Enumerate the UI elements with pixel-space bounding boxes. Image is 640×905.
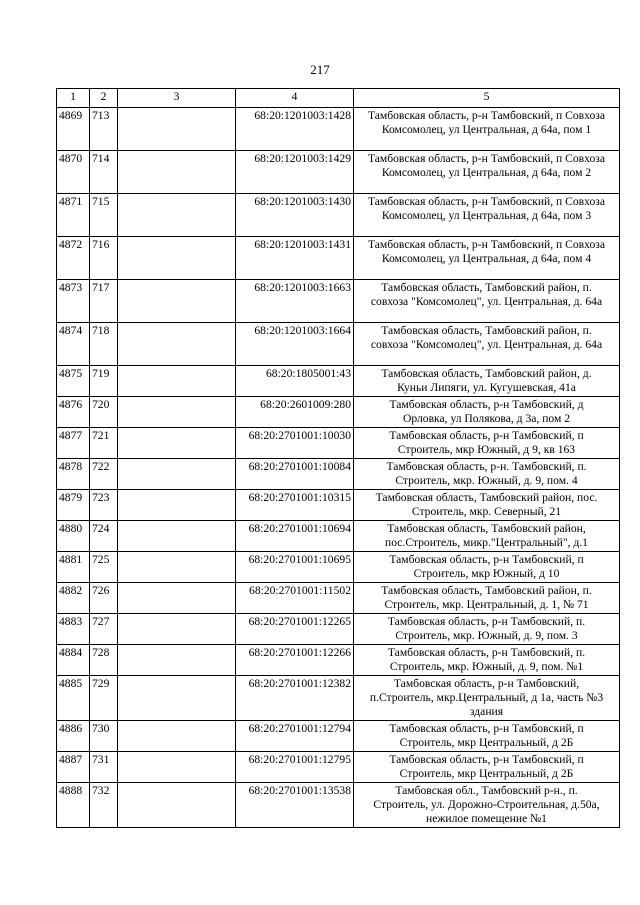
row-sequence: 717 — [90, 280, 118, 323]
address-line: Строитель, мкр. Центральный, д. 1, № 71 — [384, 598, 589, 611]
table-row — [57, 645, 620, 676]
address-line: Тамбовская область, Тамбовский район, пос. — [375, 491, 598, 504]
address-line: Строитель, мкр Южный, д 10 — [413, 567, 560, 580]
row-number: 4871 — [57, 194, 90, 237]
address-cell — [354, 428, 620, 459]
row-column-3 — [118, 151, 236, 194]
cadastral-number: 68:20:2601009:280 — [236, 397, 354, 428]
row-number: 4878 — [57, 459, 90, 490]
table-row — [57, 783, 620, 828]
address-line: Тамбовская область, р-н Тамбовский, п Совхоза — [367, 238, 606, 251]
header-row — [57, 89, 620, 108]
address-cell — [354, 366, 620, 397]
row-sequence: 723 — [90, 490, 118, 521]
row-number: 4888 — [57, 783, 90, 828]
address-line: Строитель, мкр Центральный, д 2Б — [399, 736, 574, 749]
cadastral-number: 68:20:2701001:10315 — [236, 490, 354, 521]
table-row — [57, 366, 620, 397]
row-number: 4884 — [57, 645, 90, 676]
table-row — [57, 752, 620, 783]
row-sequence: 719 — [90, 366, 118, 397]
property-registry-table — [56, 88, 620, 828]
address-line: Строитель, мкр. Южный, д. 9, пом. 4 — [395, 474, 578, 487]
cadastral-number: 68:20:2701001:13538 — [236, 783, 354, 828]
column-header-2: 2 — [90, 89, 118, 108]
cadastral-number: 68:20:2701001:10084 — [236, 459, 354, 490]
table-row — [57, 194, 620, 237]
row-number: 4872 — [57, 237, 90, 280]
column-header-4: 4 — [236, 89, 354, 108]
address-line: Комсомолец, ул Центральная, д 64а, пом 4 — [381, 252, 592, 265]
cadastral-number: 68:20:1201003:1663 — [236, 280, 354, 323]
row-number: 4873 — [57, 280, 90, 323]
cadastral-number: 68:20:2701001:12265 — [236, 614, 354, 645]
row-column-3 — [118, 366, 236, 397]
cadastral-number: 68:20:2701001:10030 — [236, 428, 354, 459]
address-line: Тамбовская область, р-н Тамбовский, п Совхоза — [367, 152, 606, 165]
address-line: Тамбовская область, Тамбовский район, п. — [381, 324, 592, 337]
address-cell — [354, 521, 620, 552]
address-cell — [354, 280, 620, 323]
cadastral-number: 68:20:1201003:1430 — [236, 194, 354, 237]
address-cell — [354, 721, 620, 752]
table-row — [57, 583, 620, 614]
row-sequence: 714 — [90, 151, 118, 194]
row-sequence: 727 — [90, 614, 118, 645]
address-cell — [354, 194, 620, 237]
table-row — [57, 237, 620, 280]
address-line: Строитель, мкр. Северный, 21 — [411, 505, 562, 518]
row-sequence: 715 — [90, 194, 118, 237]
address-line: Тамбовская область, р-н Тамбовский, п. — [387, 646, 586, 659]
row-column-3 — [118, 237, 236, 280]
address-line: совхоза "Комсомолец", ул. Центральная, д. 64а — [370, 338, 603, 351]
row-sequence: 726 — [90, 583, 118, 614]
table-row — [57, 490, 620, 521]
address-line: Тамбовская область, р-н Тамбовский, п Совхоза — [367, 195, 606, 208]
row-column-3 — [118, 280, 236, 323]
cadastral-number: 68:20:1201003:1428 — [236, 108, 354, 151]
column-header-5: 5 — [354, 89, 620, 108]
address-line: Тамбовская область, Тамбовский район, п. — [381, 584, 592, 597]
cadastral-number: 68:20:2701001:10695 — [236, 552, 354, 583]
cadastral-number: 68:20:1805001:43 — [236, 366, 354, 397]
row-number: 4882 — [57, 583, 90, 614]
address-cell — [354, 323, 620, 366]
address-line: Строитель, мкр Южный, д 9, кв 163 — [397, 443, 576, 456]
cadastral-number: 68:20:2701001:12795 — [236, 752, 354, 783]
row-sequence: 730 — [90, 721, 118, 752]
address-cell — [354, 552, 620, 583]
row-sequence: 720 — [90, 397, 118, 428]
address-cell — [354, 490, 620, 521]
address-line: Тамбовская область, р-н Тамбовский, п. — [387, 615, 586, 628]
address-line: Тамбовская область, р-н Тамбовский, д — [389, 398, 584, 411]
address-cell — [354, 645, 620, 676]
row-sequence: 728 — [90, 645, 118, 676]
row-number: 4874 — [57, 323, 90, 366]
row-number: 4881 — [57, 552, 90, 583]
row-number: 4870 — [57, 151, 90, 194]
row-sequence: 725 — [90, 552, 118, 583]
address-cell — [354, 237, 620, 280]
address-line: Тамбовская область, р-н Тамбовский, п — [389, 553, 584, 566]
row-number: 4877 — [57, 428, 90, 459]
row-column-3 — [118, 552, 236, 583]
cadastral-number: 68:20:2701001:10694 — [236, 521, 354, 552]
address-line: Тамбовская область, Тамбовский район, п. — [381, 281, 592, 294]
row-number: 4875 — [57, 366, 90, 397]
row-column-3 — [118, 614, 236, 645]
table-row — [57, 521, 620, 552]
table-row — [57, 428, 620, 459]
address-cell — [354, 459, 620, 490]
row-sequence: 724 — [90, 521, 118, 552]
row-number: 4879 — [57, 490, 90, 521]
address-cell — [354, 151, 620, 194]
cadastral-number: 68:20:2701001:11502 — [236, 583, 354, 614]
table-row — [57, 459, 620, 490]
cadastral-number: 68:20:2701001:12382 — [236, 676, 354, 721]
address-line: Комсомолец, ул Центральная, д 64а, пом 1 — [381, 123, 592, 136]
table-row — [57, 323, 620, 366]
row-number: 4876 — [57, 397, 90, 428]
address-cell — [354, 614, 620, 645]
row-column-3 — [118, 645, 236, 676]
column-header-1: 1 — [57, 89, 90, 108]
row-number: 4880 — [57, 521, 90, 552]
row-column-3 — [118, 428, 236, 459]
address-line: Строитель, ул. Дорожно-Строительная, д.50а, — [373, 798, 600, 811]
row-number: 4883 — [57, 614, 90, 645]
row-column-3 — [118, 676, 236, 721]
row-column-3 — [118, 323, 236, 366]
row-column-3 — [118, 583, 236, 614]
cadastral-number: 68:20:1201003:1431 — [236, 237, 354, 280]
table-row — [57, 721, 620, 752]
table-row — [57, 108, 620, 151]
cadastral-number: 68:20:1201003:1429 — [236, 151, 354, 194]
cadastral-number: 68:20:1201003:1664 — [236, 323, 354, 366]
column-header-3: 3 — [118, 89, 236, 108]
address-line: совхоза "Комсомолец", ул. Центральная, д. 64а — [370, 295, 603, 308]
address-line: Тамбовская область, Тамбовский район, д. — [381, 367, 592, 380]
address-line: Тамбовская область, р-н Тамбовский, п Совхоза — [367, 109, 606, 122]
address-line: Комсомолец, ул Центральная, д 64а, пом 2 — [381, 166, 592, 179]
address-line: Тамбовская область, Тамбовский район, — [387, 522, 586, 535]
row-sequence: 731 — [90, 752, 118, 783]
address-line: Тамбовская область, р-н Тамбовский, п — [389, 753, 584, 766]
address-line: Тамбовская область, р-н Тамбовский, п — [389, 722, 584, 735]
row-sequence: 713 — [90, 108, 118, 151]
address-line: Комсомолец, ул Центральная, д 64а, пом 3 — [381, 209, 592, 222]
row-sequence: 718 — [90, 323, 118, 366]
row-number: 4869 — [57, 108, 90, 151]
address-line: Строитель, мкр Центральный, д 2Б — [399, 767, 574, 780]
row-number: 4885 — [57, 676, 90, 721]
address-cell — [354, 783, 620, 828]
address-cell — [354, 583, 620, 614]
address-cell — [354, 676, 620, 721]
address-line: п.Строитель, мкр.Центральный, д 1а, часть №3 — [369, 691, 604, 704]
address-line: Строитель, мкр. Южный, д. 9, пом. 3 — [395, 629, 578, 642]
row-sequence: 732 — [90, 783, 118, 828]
address-cell — [354, 752, 620, 783]
cadastral-number: 68:20:2701001:12794 — [236, 721, 354, 752]
address-cell — [354, 108, 620, 151]
row-number: 4887 — [57, 752, 90, 783]
table-row — [57, 614, 620, 645]
table-row — [57, 280, 620, 323]
address-line: Тамбовская область, р-н Тамбовский, — [393, 677, 580, 690]
address-line: Куньи Липяги, ул. Кугушевская, 41а — [397, 381, 576, 394]
row-sequence: 716 — [90, 237, 118, 280]
table-row — [57, 676, 620, 721]
row-column-3 — [118, 521, 236, 552]
row-sequence: 722 — [90, 459, 118, 490]
row-column-3 — [118, 194, 236, 237]
table-row — [57, 552, 620, 583]
row-column-3 — [118, 752, 236, 783]
row-column-3 — [118, 108, 236, 151]
table-row — [57, 397, 620, 428]
address-line: Тамбовская обл., Тамбовский р-н., п. — [395, 784, 578, 797]
table-row — [57, 151, 620, 194]
address-line: Тамбовская область, р-н Тамбовский, п — [389, 429, 584, 442]
row-number: 4886 — [57, 721, 90, 752]
address-cell — [354, 397, 620, 428]
address-line: Орловка, ул Полякова, д 3а, пом 2 — [402, 412, 571, 425]
address-line: Строитель, мкр. Южный, д. 9, пом. №1 — [389, 660, 584, 673]
row-column-3 — [118, 490, 236, 521]
address-line: Тамбовская область, р-н. Тамбовский, п. — [386, 460, 587, 473]
row-column-3 — [118, 397, 236, 428]
row-column-3 — [118, 459, 236, 490]
address-line: пос.Строитель, микр."Центральный", д.1 — [385, 536, 588, 549]
address-line: нежилое помещение №1 — [426, 812, 547, 825]
row-sequence: 729 — [90, 676, 118, 721]
row-sequence: 721 — [90, 428, 118, 459]
address-line: здания — [469, 705, 504, 718]
row-column-3 — [118, 783, 236, 828]
cadastral-number: 68:20:2701001:12266 — [236, 645, 354, 676]
page-number: 217 — [310, 62, 330, 77]
row-column-3 — [118, 721, 236, 752]
